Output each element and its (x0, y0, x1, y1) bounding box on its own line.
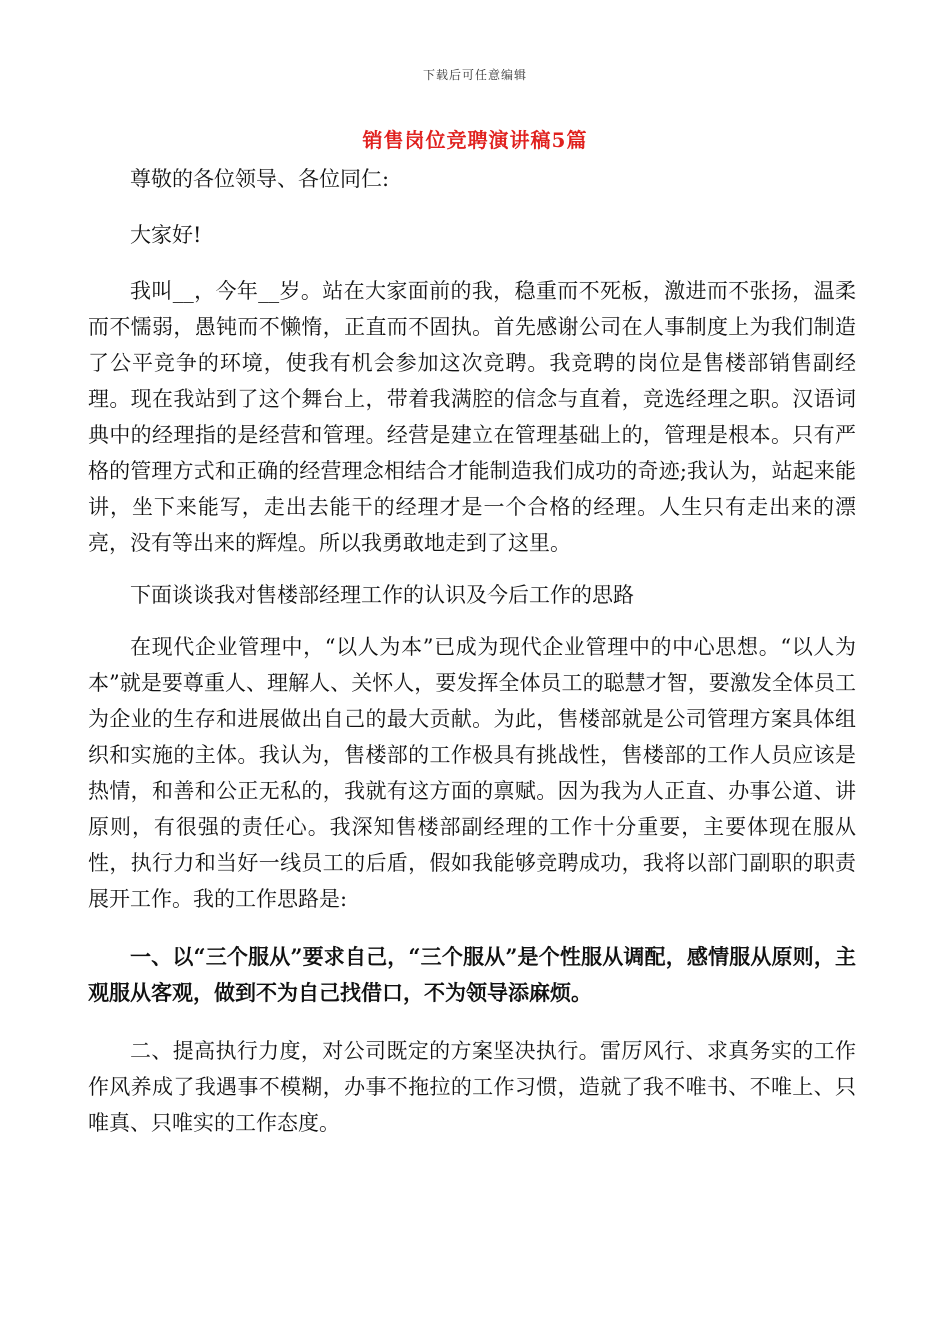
paragraph-management-view: 在现代企业管理中，“以人为本”已成为现代企业管理中的中心思想。“以人为本”就是要尊重人、理解人、关怀人，要发挥全体员工的聪慧才智，要激发全体员工为企业的生存和进展做出自己的最大贡献。为此，售楼部就是公司管理方案具体组织和实施的主体。我认为，售楼部的工作极具有挑战性，售楼部的工作人员应该是热情，和善和公正无私的，我就有这方面的禀赋。因为我为人正直、办事公道、讲原则，有很强的责任心。我深知售楼部副经理的工作十分重要，主要体现在服从性，执行力和当好一线员工的后盾，假如我能够竞聘成功，我将以部门副职的职责展开工作。我的工作思路是: (88, 635, 856, 911)
paragraph-topic-intro: 下面谈谈我对售楼部经理工作的认识及今后工作的思路 (130, 583, 634, 607)
paragraph-point-one: 一、以“三个服从”要求自己，“三个服从”是个性服从调配，感情服从原则，主观服从客观，做到不为自己找借口，不为领导添麻烦。 (88, 944, 856, 1005)
document-body (88, 155, 856, 1141)
header-note: 下载后可任意编辑 (422, 68, 527, 82)
salutation: 尊敬的各位领导、各位同仁: (130, 167, 390, 191)
paragraph-self-intro: 我叫__，今年__岁。站在大家面前的我，稳重而不死板，激进而不张扬，温柔而不懦弱，愚钝而不懒惰，正直而不固执。首先感谢公司在人事制度上为我们制造了公平竞争的环境，使我有机会参加这次竞聘。我竞聘的岗位是售楼部销售副经理。现在我站到了这个舞台上，带着我满腔的信念与直着，竞选经理之职。汉语词典中的经理指的是经营和管理。经营是建立在管理基础上的，管理是根本。只有严格的管理方式和正确的经营理念相结合才能制造我们成功的奇迹;我认为，站起来能讲，坐下来能写，走出去能干的经理才是一个合格的经理。人生只有走出来的漂亮，没有等出来的辉煌。所以我勇敢地走到了这里。 (88, 279, 856, 555)
document-title: 销售岗位竞聘演讲稿5篇 (362, 128, 588, 152)
paragraph-point-two: 二、提高执行力度，对公司既定的方案坚决执行。雷厉风行、求真务实的工作作风养成了我遇事不模糊，办事不拖拉的工作习惯，造就了我不唯书、不唯上、只唯真、只唯实的工作态度。 (88, 1039, 856, 1135)
greeting: 大家好! (130, 223, 202, 247)
